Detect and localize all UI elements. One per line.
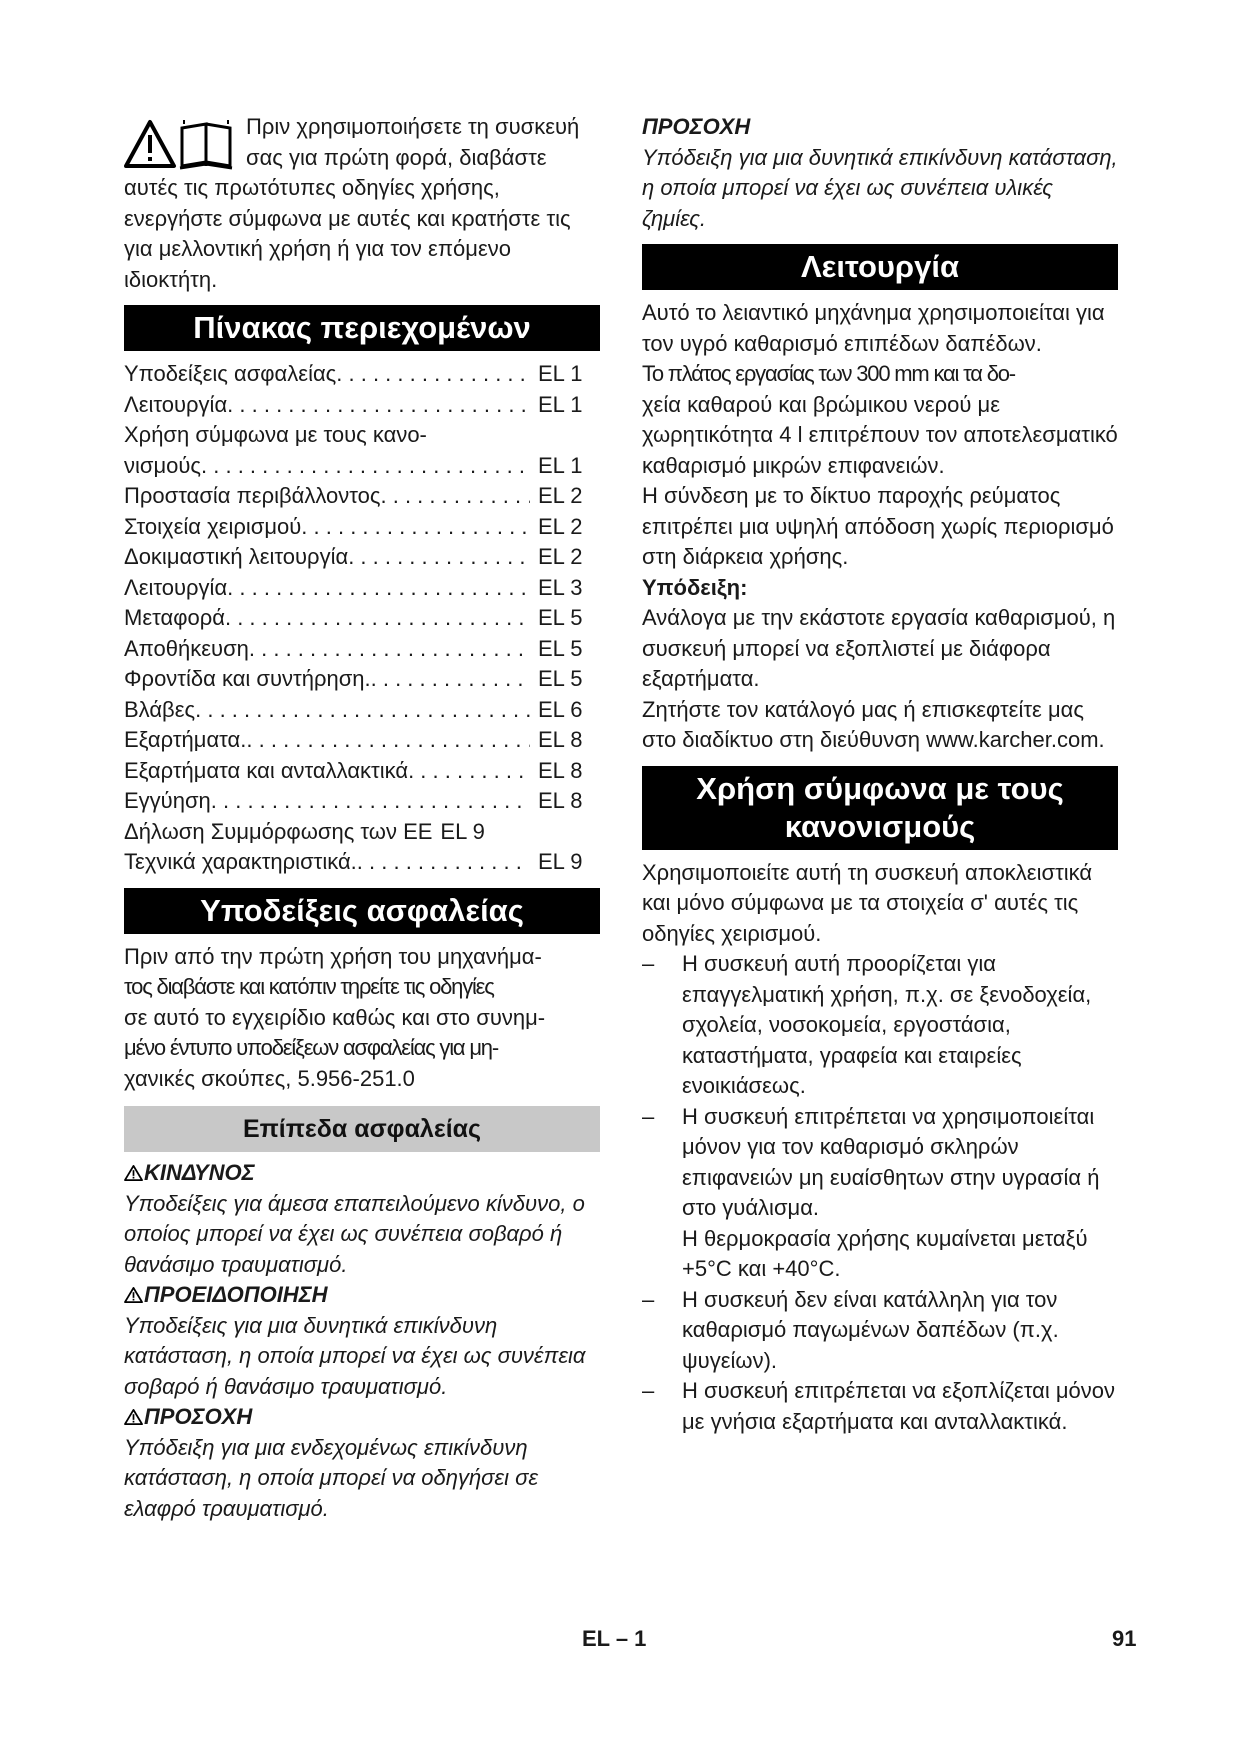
toc-row[interactable]: Εξαρτήματα. . . . EL 8 (124, 725, 600, 756)
toc-row[interactable]: Εγγύηση . . . EL 8 (124, 786, 600, 817)
list-item: – Η συσκευή επιτρέπεται να εξοπλίζεται μόνον με γνήσια εξαρτήματα και ανταλλακτικά. (642, 1378, 1115, 1434)
function-paragraph: Ζητήστε τον κατάλογό μας ή επισκεφτείτε μας στο διαδίκτυο στη διεύθυνση www.karcher.com. (642, 696, 1105, 752)
note-title: Υπόδειξη: (642, 574, 748, 600)
usage-heading: Χρήση σύμφωνα με τους κανονισμούς (642, 766, 1118, 850)
intro-block (124, 112, 600, 295)
toc-row[interactable]: Εξαρτήματα και ανταλλακτικά . . . EL 8 (124, 756, 600, 787)
footer-page-number: 91 (1112, 1626, 1137, 1651)
toc-row[interactable]: Υποδείξεις ασφαλείας . . . EL 1 (124, 359, 600, 390)
toc-row[interactable]: Μεταφορά . . . EL 5 (124, 603, 600, 634)
toc-row[interactable]: Αποθήκευση . . . EL 5 (124, 634, 600, 665)
function-paragraph-line: Το πλάτος εργασίας των 300 mm και τα δο- (642, 361, 1015, 386)
safety-line: χανικές σκούπες, 5.956-251.0 (124, 1065, 415, 1091)
safety-levels-heading: Επίπεδα ασφαλείας (124, 1106, 600, 1152)
toc-row[interactable]: Λειτουργία . . . EL 1 (124, 390, 600, 421)
intro-text: Πριν χρησιμοποιήσετε τη συσκευή σας για πρώτη φορά, διαβάστε αυτές τις πρωτότυπες οδηγίες χρήσης, ενεργήστε σύμφωνα με αυτές και κρατήστε τις για μελλοντική χρήση ή για τον επόμενο ιδιοκτήτη. (124, 114, 580, 292)
warning-triangle-icon (124, 1286, 143, 1304)
toc-row[interactable]: Στοιχεία χειρισμού . . . EL 2 (124, 512, 600, 543)
safety-line: Πριν από την πρώτη χρήση του μηχανήμα- (124, 943, 542, 969)
right-column (642, 112, 1118, 1437)
notice-text: Υπόδειξη για μια δυνητικά επικίνδυνη κατάσταση, η οποία μπορεί να έχει ως συνέπεια υλικές ζημίες. (642, 144, 1118, 231)
danger-text: Υποδείξεις για άμεσα επαπειλούμενο κίνδυνο, ο οποίος μπορεί να έχει ως συνέπεια σοβαρό ή θανάσιμο τραυματισμό. (124, 1190, 585, 1277)
safety-line: μένο έντυπο υποδείξεων ασφαλείας για μη- (124, 1035, 498, 1060)
footer-section-code: EL – 1 (582, 1626, 647, 1651)
note-text: Ανάλογα με την εκάστοτε εργασία καθαρισμού, η συσκευή μπορεί να εξοπλιστεί με διάφορα εξαρτήματα. (642, 605, 1116, 691)
notice-title: ΠΡΟΣΟΧΗ (642, 114, 751, 139)
warning-text: Υποδείξεις για μια δυνητικά επικίνδυνη κατάσταση, η οποία μπορεί να έχει ως συνέπεια σοβαρό ή θανάσιμο τραυματισμό. (124, 1312, 586, 1399)
safety-line: τος διαβάστε και κατόπιν τηρείτε τις οδηγίες (124, 974, 494, 999)
list-item: – Η συσκευή αυτή προορίζεται για επαγγελματική χρήση, π.χ. σε ξενοδοχεία, σχολεία, νοσοκομεία, εργοστάσια, καταστήματα, γραφεία και εταιρείες ενοικιάσεως. (642, 951, 1092, 1098)
toc-heading: Πίνακας περιεχομένων (124, 305, 600, 351)
usage-intro: Χρησιμοποιείτε αυτή τη συσκευή αποκλειστικά και μόνο σύμφωνα με τα στοιχεία σ' αυτές τις οδηγίες χειρισμού. (642, 859, 1093, 946)
function-paragraph: χεία καθαρού και βρώμικου νερού με χωρητικότητα 4 l επιτρέπουν τον αποτελεσματικό καθαρισμό μικρών επιφανειών. (642, 391, 1118, 478)
safety-line: σε αυτό το εγχειρίδιο καθώς και στο συνημ- (124, 1004, 546, 1030)
warning-read-manual-icon (124, 118, 236, 170)
function-paragraph: Αυτό το λειαντικό μηχάνημα χρησιμοποιείται για τον υγρό καθαρισμό επιπέδων δαπέδων. (642, 300, 1105, 356)
caution-title: ΠΡΟΣΟΧΗ (124, 1402, 600, 1433)
toc-row[interactable]: Φροντίδα και συντήρηση. . . . EL 5 (124, 664, 600, 695)
toc-row[interactable]: Δοκιμαστική λειτουργία . . . EL 2 (124, 542, 600, 573)
toc-row[interactable]: Βλάβες . . . EL 6 (124, 695, 600, 726)
warning-triangle-icon (124, 1408, 143, 1426)
toc-row[interactable]: Τεχνικά χαρακτηριστικά. . . . EL 9 (124, 847, 600, 878)
list-item: – Η συσκευή επιτρέπεται να χρησιμοποιείται μόνον για τον καθαρισμό σκληρών επιφανειών μη ευαίσθητων στην υγρασία ή στο γυάλισμα. Η θερμοκρασία χρήσης κυμαίνεται μεταξύ +5°C και +40°C. (642, 1103, 1100, 1281)
usage-list (642, 949, 1118, 1437)
safety-heading: Υποδείξεις ασφαλείας (124, 888, 600, 934)
warning-triangle-icon (124, 1164, 143, 1182)
toc-row[interactable]: νισμούς . . . EL 1 (124, 451, 600, 482)
danger-title: ΚΙΝΔΥΝΟΣ (124, 1158, 600, 1189)
list-item: – Η συσκευή δεν είναι κατάλληλη για τον καθαρισμό παγωμένων δαπέδων (π.χ. ψυγείων). (642, 1286, 1059, 1373)
toc-row[interactable]: Λειτουργία . . . EL 3 (124, 573, 600, 604)
caution-text: Υπόδειξη για μια ενδεχομένως επικίνδυνη κατάσταση, η οποία μπορεί να οδηγήσει σε ελαφρό τραυματισμό. (124, 1434, 539, 1521)
toc-list (124, 359, 600, 878)
toc-row-first-line[interactable]: Χρήση σύμφωνα με τους κανο- (124, 422, 427, 447)
left-column (124, 112, 600, 1524)
warning-title: ΠΡΟΕΙΔΟΠΟΙΗΣΗ (124, 1280, 600, 1311)
toc-row[interactable]: Προστασία περιβάλλοντος . . . EL 2 (124, 481, 600, 512)
function-paragraph: Η σύνδεση με το δίκτυο παροχής ρεύματος επιτρέπει μια υψηλή απόδοση χωρίς περιορισμό στη διάρκεια χρήσης. (642, 483, 1114, 569)
toc-row[interactable]: Δήλωση Συμμόρφωσης των ΕΕ EL 9 (124, 818, 485, 844)
function-heading: Λειτουργία (642, 244, 1118, 290)
